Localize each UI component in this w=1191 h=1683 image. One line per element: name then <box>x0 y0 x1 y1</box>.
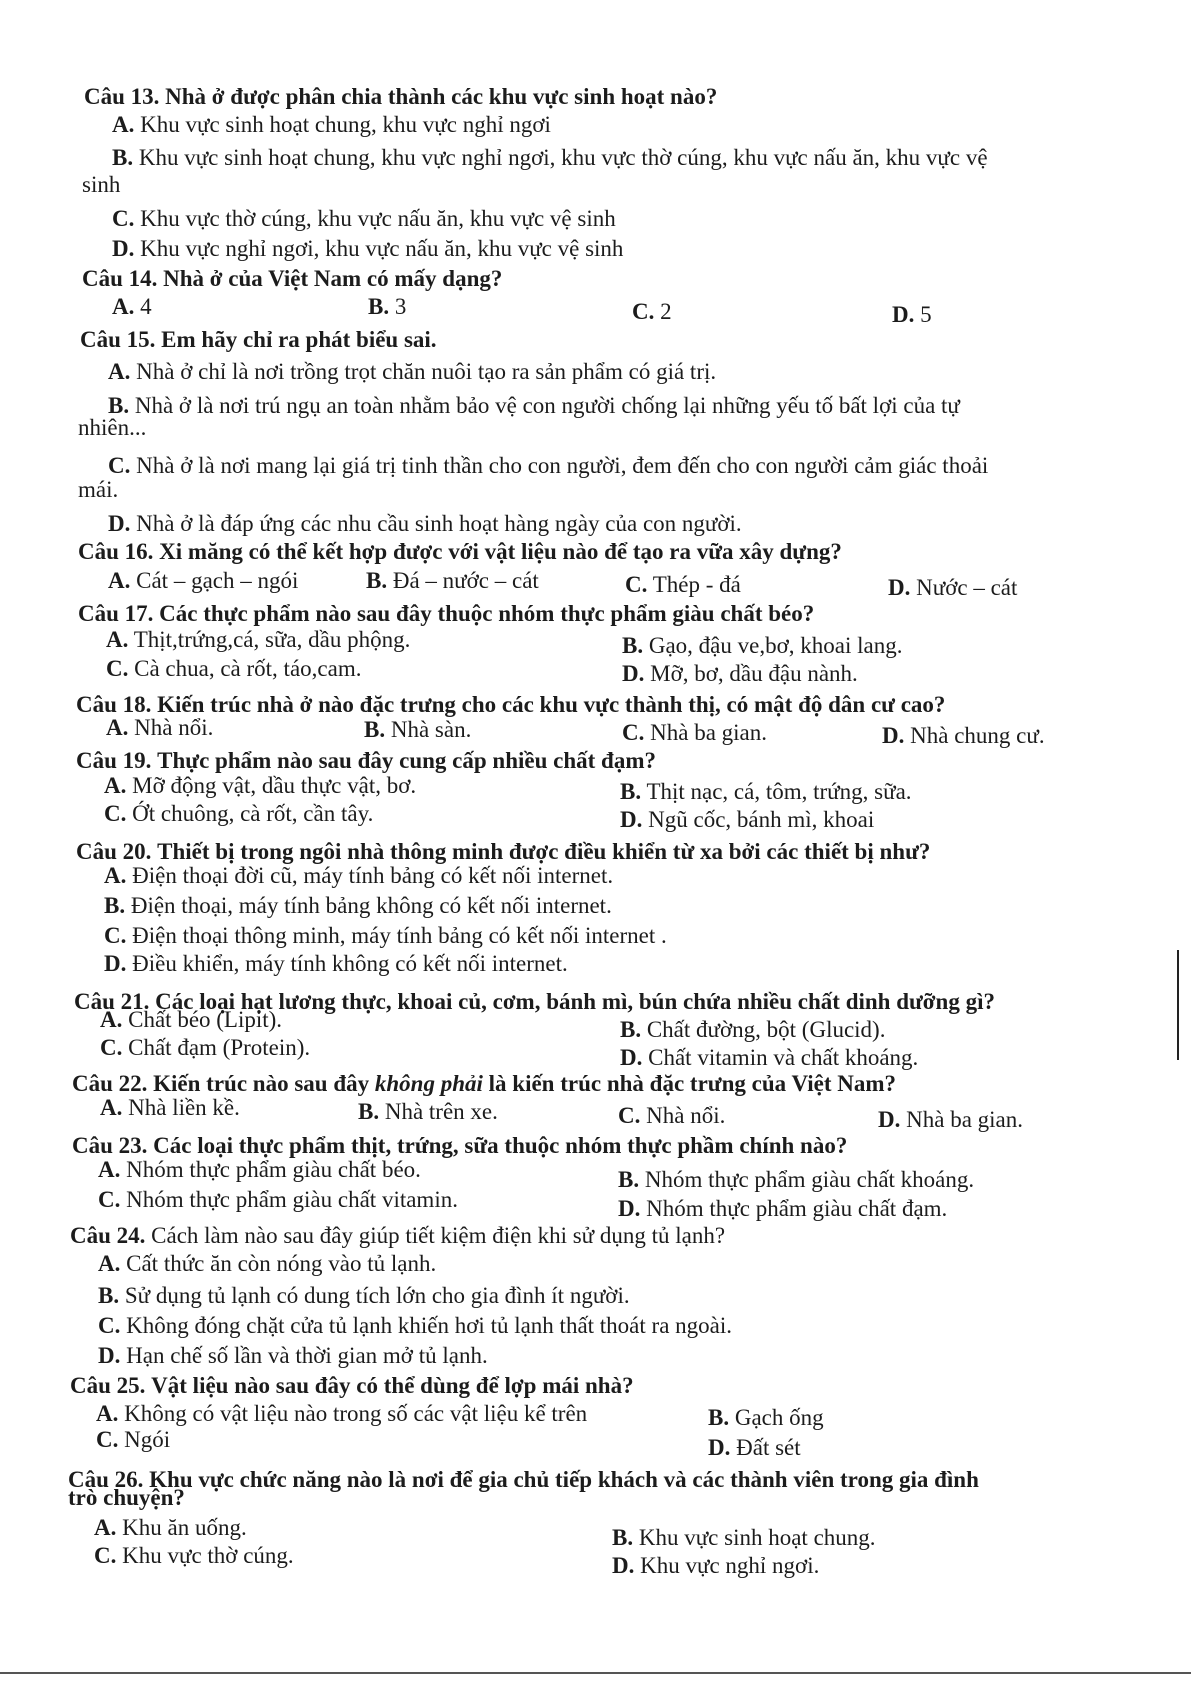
question-stem-continued: trò chuyện? <box>68 1485 185 1510</box>
question-stem: Câu 20. Thiết bị trong ngôi nhà thông minh được điều khiển từ xa bởi các thiết bị như? <box>76 839 931 864</box>
option-b: B. Khu vực sinh hoạt chung. <box>612 1525 876 1550</box>
option-a: A. Nhà ở chỉ là nơi trồng trọt chăn nuôi tạo ra sản phẩm có giá trị. <box>108 359 717 384</box>
option-d: D. 5 <box>892 302 932 327</box>
option-a: A. Không có vật liệu nào trong số các vật liệu kể trên <box>96 1401 588 1426</box>
question-stem: Câu 13. Nhà ở được phân chia thành các khu vực sinh hoạt nào? <box>84 84 718 109</box>
option-d: D. Ngũ cốc, bánh mì, khoai <box>620 807 875 832</box>
option-d: D. Nhà ở là đáp ứng các nhu cầu sinh hoạt hàng ngày của con người. <box>108 511 742 536</box>
option-b: B. Điện thoại, máy tính bảng không có kết nối internet. <box>104 893 612 918</box>
option-b: B. Chất đường, bột (Glucid). <box>620 1017 886 1042</box>
option-a: A. Nhà liền kề. <box>100 1095 240 1120</box>
option-a: A. Nhà nổi. <box>106 715 214 740</box>
option-d: D. Nhà chung cư. <box>882 723 1045 748</box>
option-a: A. Cát – gạch – ngói <box>108 568 299 593</box>
question-stem: Câu 21. Các loại hạt lương thực, khoai củ, cơm, bánh mì, bún chứa nhiều chất dinh dưỡng gì? <box>74 989 995 1014</box>
question-stem: Câu 22. Kiến trúc nào sau đây không phải là kiến trúc nhà đặc trưng của Việt Nam? <box>72 1071 897 1096</box>
option-c: C. Không đóng chặt cửa tủ lạnh khiến hơi tủ lạnh thất thoát ra ngoài. <box>98 1313 732 1338</box>
option-a: A. Cất thức ăn còn nóng vào tủ lạnh. <box>98 1251 437 1276</box>
option-c: C. Ngói <box>96 1427 171 1452</box>
option-b-continued: sinh <box>82 172 121 197</box>
question-stem: Câu 18. Kiến trúc nhà ở nào đặc trưng cho các khu vực thành thị, có mật độ dân cư cao? <box>76 692 946 717</box>
option-d: D. Khu vực nghỉ ngơi. <box>612 1553 820 1578</box>
question-stem: Câu 17. Các thực phẩm nào sau đây thuộc nhóm thực phẩm giàu chất béo? <box>78 601 815 626</box>
option-d: D. Chất vitamin và chất khoáng. <box>620 1045 919 1070</box>
option-b-continued: nhiên... <box>78 415 147 440</box>
question-stem: Câu 15. Em hãy chỉ ra phát biểu sai. <box>80 327 437 352</box>
option-b: B. Nhà ở là nơi trú ngụ an toàn nhằm bảo vệ con người chống lại những yếu tố bất lợi của tự <box>108 393 960 418</box>
option-b: B. Đá – nước – cát <box>366 568 539 593</box>
question-stem: Câu 25. Vật liệu nào sau đây có thể dùng để lợp mái nhà? <box>70 1373 634 1398</box>
question-stem: Câu 24. Cách làm nào sau đây giúp tiết kiệm điện khi sử dụng tủ lạnh? <box>70 1223 726 1248</box>
option-c: C. 2 <box>632 299 672 324</box>
option-d: D. Nước – cát <box>888 575 1018 600</box>
option-d: D. Khu vực nghỉ ngơi, khu vực nấu ăn, khu vực vệ sinh <box>112 236 624 261</box>
option-a: A. Khu vực sinh hoạt chung, khu vực nghỉ ngơi <box>112 112 551 137</box>
option-b: B. Khu vực sinh hoạt chung, khu vực nghỉ ngơi, khu vực thờ cúng, khu vực nấu ăn, khu vực vệ <box>112 145 988 170</box>
option-a: A. Nhóm thực phẩm giàu chất béo. <box>98 1157 421 1182</box>
option-c: C. Cà chua, cà rốt, táo,cam. <box>106 656 362 681</box>
option-d: D. Nhà ba gian. <box>878 1107 1024 1132</box>
question-stem: Câu 26. Khu vực chức năng nào là nơi để gia chủ tiếp khách và các thành viên trong gia đình <box>68 1467 979 1492</box>
option-d: D. Nhóm thực phẩm giàu chất đạm. <box>618 1196 948 1221</box>
option-a: A. Khu ăn uống. <box>94 1515 247 1540</box>
option-c: C. Nhóm thực phẩm giàu chất vitamin. <box>98 1187 458 1212</box>
option-b: B. Nhà trên xe. <box>358 1099 498 1124</box>
option-c-continued: mái. <box>78 477 119 502</box>
option-d: D. Hạn chế số lần và thời gian mở tủ lạnh. <box>98 1343 488 1368</box>
option-b: B. Nhóm thực phẩm giàu chất khoáng. <box>618 1167 975 1192</box>
question-stem: Câu 16. Xi măng có thể kết hợp được với vật liệu nào để tạo ra vữa xây dựng? <box>78 539 842 564</box>
option-c: C. Thép - đá <box>625 572 741 597</box>
option-c: C. Điện thoại thông minh, máy tính bảng có kết nối internet . <box>104 923 667 948</box>
option-d: D. Mỡ, bơ, dầu đậu nành. <box>622 661 858 686</box>
option-a: A. Thịt,trứng,cá, sữa, dầu phộng. <box>106 627 411 652</box>
question-stem: Câu 19. Thực phẩm nào sau đây cung cấp nhiều chất đạm? <box>76 748 656 773</box>
scan-edge-mark <box>1177 950 1179 1060</box>
option-b: B. Thịt nạc, cá, tôm, trứng, sữa. <box>620 779 912 804</box>
option-a: A. 4 <box>112 294 152 319</box>
option-a: A. Điện thoại đời cũ, máy tính bảng có kết nối internet. <box>104 863 614 888</box>
option-d: D. Điều khiển, máy tính không có kết nối internet. <box>104 951 568 976</box>
question-stem: Câu 14. Nhà ở của Việt Nam có mấy dạng? <box>82 266 503 291</box>
option-a: A. Chất béo (Lipit). <box>100 1007 283 1032</box>
option-c: C. Ớt chuông, cà rốt, cần tây. <box>104 801 374 826</box>
option-b: B. Nhà sàn. <box>364 717 472 742</box>
option-c: C. Nhà ba gian. <box>622 720 768 745</box>
option-c: C. Khu vực thờ cúng, khu vực nấu ăn, khu vực vệ sinh <box>112 206 616 231</box>
option-c: C. Chất đạm (Protein). <box>100 1035 311 1060</box>
option-b: B. Gạch ống <box>708 1405 824 1430</box>
scan-edge-mark <box>0 1672 1191 1674</box>
option-c: C. Nhà nổi. <box>618 1103 726 1128</box>
question-stem: Câu 23. Các loại thực phẩm thịt, trứng, sữa thuộc nhóm thực phầm chính nào? <box>72 1133 848 1158</box>
option-a: A. Mỡ động vật, dầu thực vật, bơ. <box>104 773 417 798</box>
option-c: C. Nhà ở là nơi mang lại giá trị tinh thần cho con người, đem đến cho con người cảm giác thoải <box>108 453 989 478</box>
option-c: C. Khu vực thờ cúng. <box>94 1543 294 1568</box>
option-b: B. Sử dụng tủ lạnh có dung tích lớn cho gia đình ít người. <box>98 1283 630 1308</box>
option-d: D. Đất sét <box>708 1435 801 1460</box>
option-b: B. 3 <box>368 294 407 319</box>
option-b: B. Gạo, đậu ve,bơ, khoai lang. <box>622 633 903 658</box>
